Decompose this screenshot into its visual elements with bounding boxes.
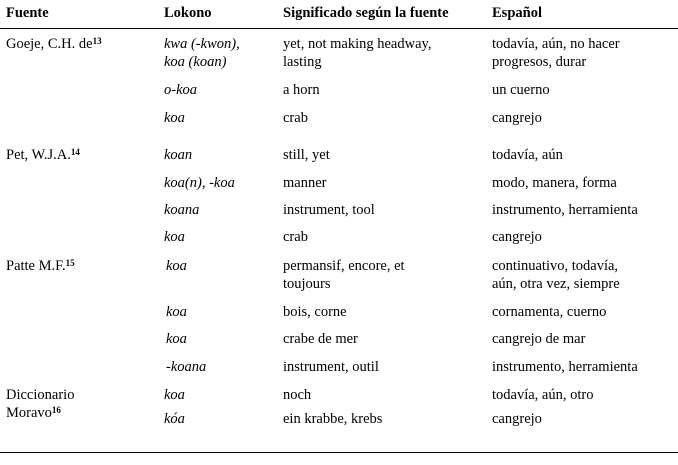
meaning-cell: bois, corne <box>283 304 347 320</box>
spanish-cell: cangrejo <box>492 411 542 427</box>
lokono-cell: koa(n), -koa <box>164 175 235 191</box>
header-significado: Significado según la fuente <box>283 5 449 21</box>
lokono-cell: o-koa <box>164 82 198 98</box>
spanish-cell: un cuerno <box>492 82 550 98</box>
lokono-cell: koana <box>164 202 200 218</box>
source-cell: Pet, W.J.A.$^{14}$ <box>6 147 80 163</box>
lokono-cell: koan <box>164 147 193 163</box>
spanish-cell: cangrejo <box>492 229 542 245</box>
source-cell: Patte M.F.$^{15}$ <box>6 258 75 274</box>
meaning-cell: permansif, encore, et toujours <box>283 258 405 292</box>
spanish-cell: todavía, aún, otro <box>492 387 594 403</box>
spanish-cell: todavía, aún <box>492 147 563 163</box>
lokono-cell: kóa <box>164 411 185 427</box>
spanish-cell: continuativo, todavía, aún, otra vez, siempre <box>492 258 620 292</box>
spanish-cell: instrumento, herramienta <box>492 202 638 218</box>
lokono-cell: -koana <box>166 359 207 375</box>
header-lokono: Lokono <box>164 5 212 21</box>
meaning-cell: crab <box>283 110 308 126</box>
source-cell: Goeje, C.H. $de^{13}$ <box>6 36 102 52</box>
meaning-cell: manner <box>283 175 327 191</box>
lokono-cell: koa <box>164 110 185 126</box>
spanish-cell: modo, manera, forma <box>492 175 617 191</box>
meaning-cell: noch <box>283 387 312 403</box>
header-fuente: Fuente <box>6 5 49 21</box>
meaning-cell: crabe de mer <box>283 331 358 347</box>
meaning-cell: crab <box>283 229 308 245</box>
lokono-cell: koa <box>166 304 187 320</box>
meaning-cell: a horn <box>283 82 320 98</box>
footnote-ref: 14 <box>70 147 80 157</box>
footnote-ref: 16 <box>51 405 61 415</box>
spanish-cell: instrumento, herramienta <box>492 359 638 375</box>
meaning-cell: instrument, tool <box>283 202 375 218</box>
lokono-cell: koa <box>166 331 187 347</box>
lokono-cell: koa <box>166 258 187 274</box>
lokono-cell: koa <box>164 229 185 245</box>
meaning-cell: still, yet <box>283 147 330 163</box>
spanish-cell: todavía, aún, no hacer progresos, durar <box>492 36 620 70</box>
meaning-cell: instrument, outil <box>283 359 379 375</box>
meaning-cell: yet, not making headway, lasting <box>283 36 432 70</box>
lokono-cell: koa <box>164 387 185 403</box>
table-header <box>0 0 678 29</box>
table-bottom-rule <box>0 452 678 453</box>
header-espanol: Español <box>492 5 542 21</box>
footnote-ref: 13 <box>92 36 102 46</box>
spanish-cell: cornamenta, cuerno <box>492 304 607 320</box>
meaning-cell: ein krabbe, krebs <box>283 411 383 427</box>
lokono-cell: kwa (-kwon), koa (koan) <box>164 36 240 70</box>
footnote-ref: 15 <box>65 258 75 268</box>
source-cell: Diccionario Moravo$^{16}$ <box>6 387 75 421</box>
spanish-cell: cangrejo <box>492 110 542 126</box>
spanish-cell: cangrejo de mar <box>492 331 586 347</box>
